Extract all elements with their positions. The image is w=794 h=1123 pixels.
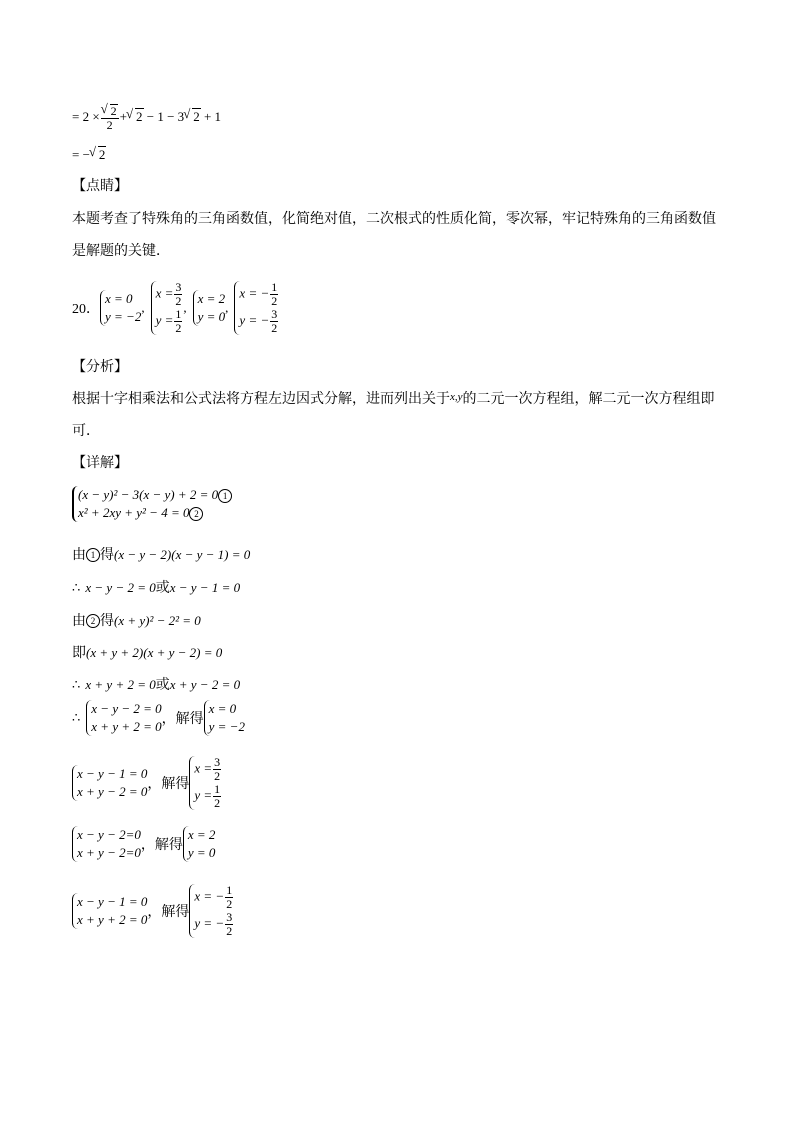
- dianjing-heading: 【点睛】: [72, 178, 128, 194]
- step-5: ∴ x + y + 2 = 0或x + y − 2 = 0: [72, 677, 241, 693]
- fenxi-paragraph-line-1: 根据十字相乘法和公式法将方程左边因式分解，进而列出关于$^{x,y}$的二元一次方程组，解二元一次方程组即: [72, 391, 715, 407]
- answer-system-4: x = − $\frac{1}{2}$ y = − $\frac{3}{2}$: [234, 281, 279, 335]
- solution-4: x − y − 1 = 0 x + y + 2 = 0 ，解得 x = − $\frac{1}{2}$ y = − $\frac{3}{2}$: [72, 874, 234, 948]
- dianjing-paragraph-line-1: 本题考查了特殊角的三角函数值，化简绝对值，二次根式的性质化简，零次幂，牢记特殊角的三角函数值: [72, 211, 716, 227]
- answer-system-3: x = 2 y = 0: [193, 290, 226, 326]
- solution-1: ∴ x − y − 2 = 0 x + y + 2 = 0 ，解得 x = 0 y = −2: [72, 701, 245, 734]
- solution-2: x − y − 1 = 0 x + y − 2 = 0 ，解得 x = $\frac{3}{2}$ y = $\frac{1}{2}$: [72, 746, 222, 820]
- step-2: ∴ x − y − 2 = 0或x − y − 1 = 0: [72, 580, 241, 596]
- equation-line-2: = −√ 2: [72, 146, 106, 163]
- step-4: 即(x + y + 2)(x + y − 2) = 0: [72, 645, 223, 661]
- question-number: 20．: [72, 302, 100, 317]
- fenxi-paragraph-line-2: 可．: [72, 423, 100, 439]
- answer-system-2: x = $\frac{3}{2}$ y = $\frac{1}{2}$: [151, 281, 184, 335]
- dianjing-paragraph-line-2: 是解题的关键．: [72, 243, 170, 259]
- xiangjie-heading: 【详解】: [72, 455, 128, 471]
- original-system: (x − y)² − 3(x − y) + 2 = 0 1 x² + 2xy + y² − 4 = 0 2: [72, 486, 232, 522]
- question-20-answer: 20． x = 0 y = −2 , x = $\frac{3}{2}$ y = $\frac{1}{2}$ , x = 2 y = 0 , x = − $\frac{1}{2}$ y = − $\frac{3}{2}$: [72, 280, 278, 335]
- solution-3: x − y − 2=0 x + y − 2=0 ，解得 x = 2 y = 0: [72, 826, 215, 862]
- equation-line-1: = 2 × √ $\frac{2}{2}$ +√ 2 − 1 − 3√ 2 + 1: [72, 104, 221, 132]
- step-1: 由 1 得(x − y − 2)(x − y − 1) = 0: [72, 547, 251, 563]
- step-3: 由 2 得(x + y)² − 2² = 0: [72, 613, 201, 629]
- fenxi-heading: 【分析】: [72, 359, 128, 375]
- answer-system-1: x = 0 y = −2: [100, 290, 141, 326]
